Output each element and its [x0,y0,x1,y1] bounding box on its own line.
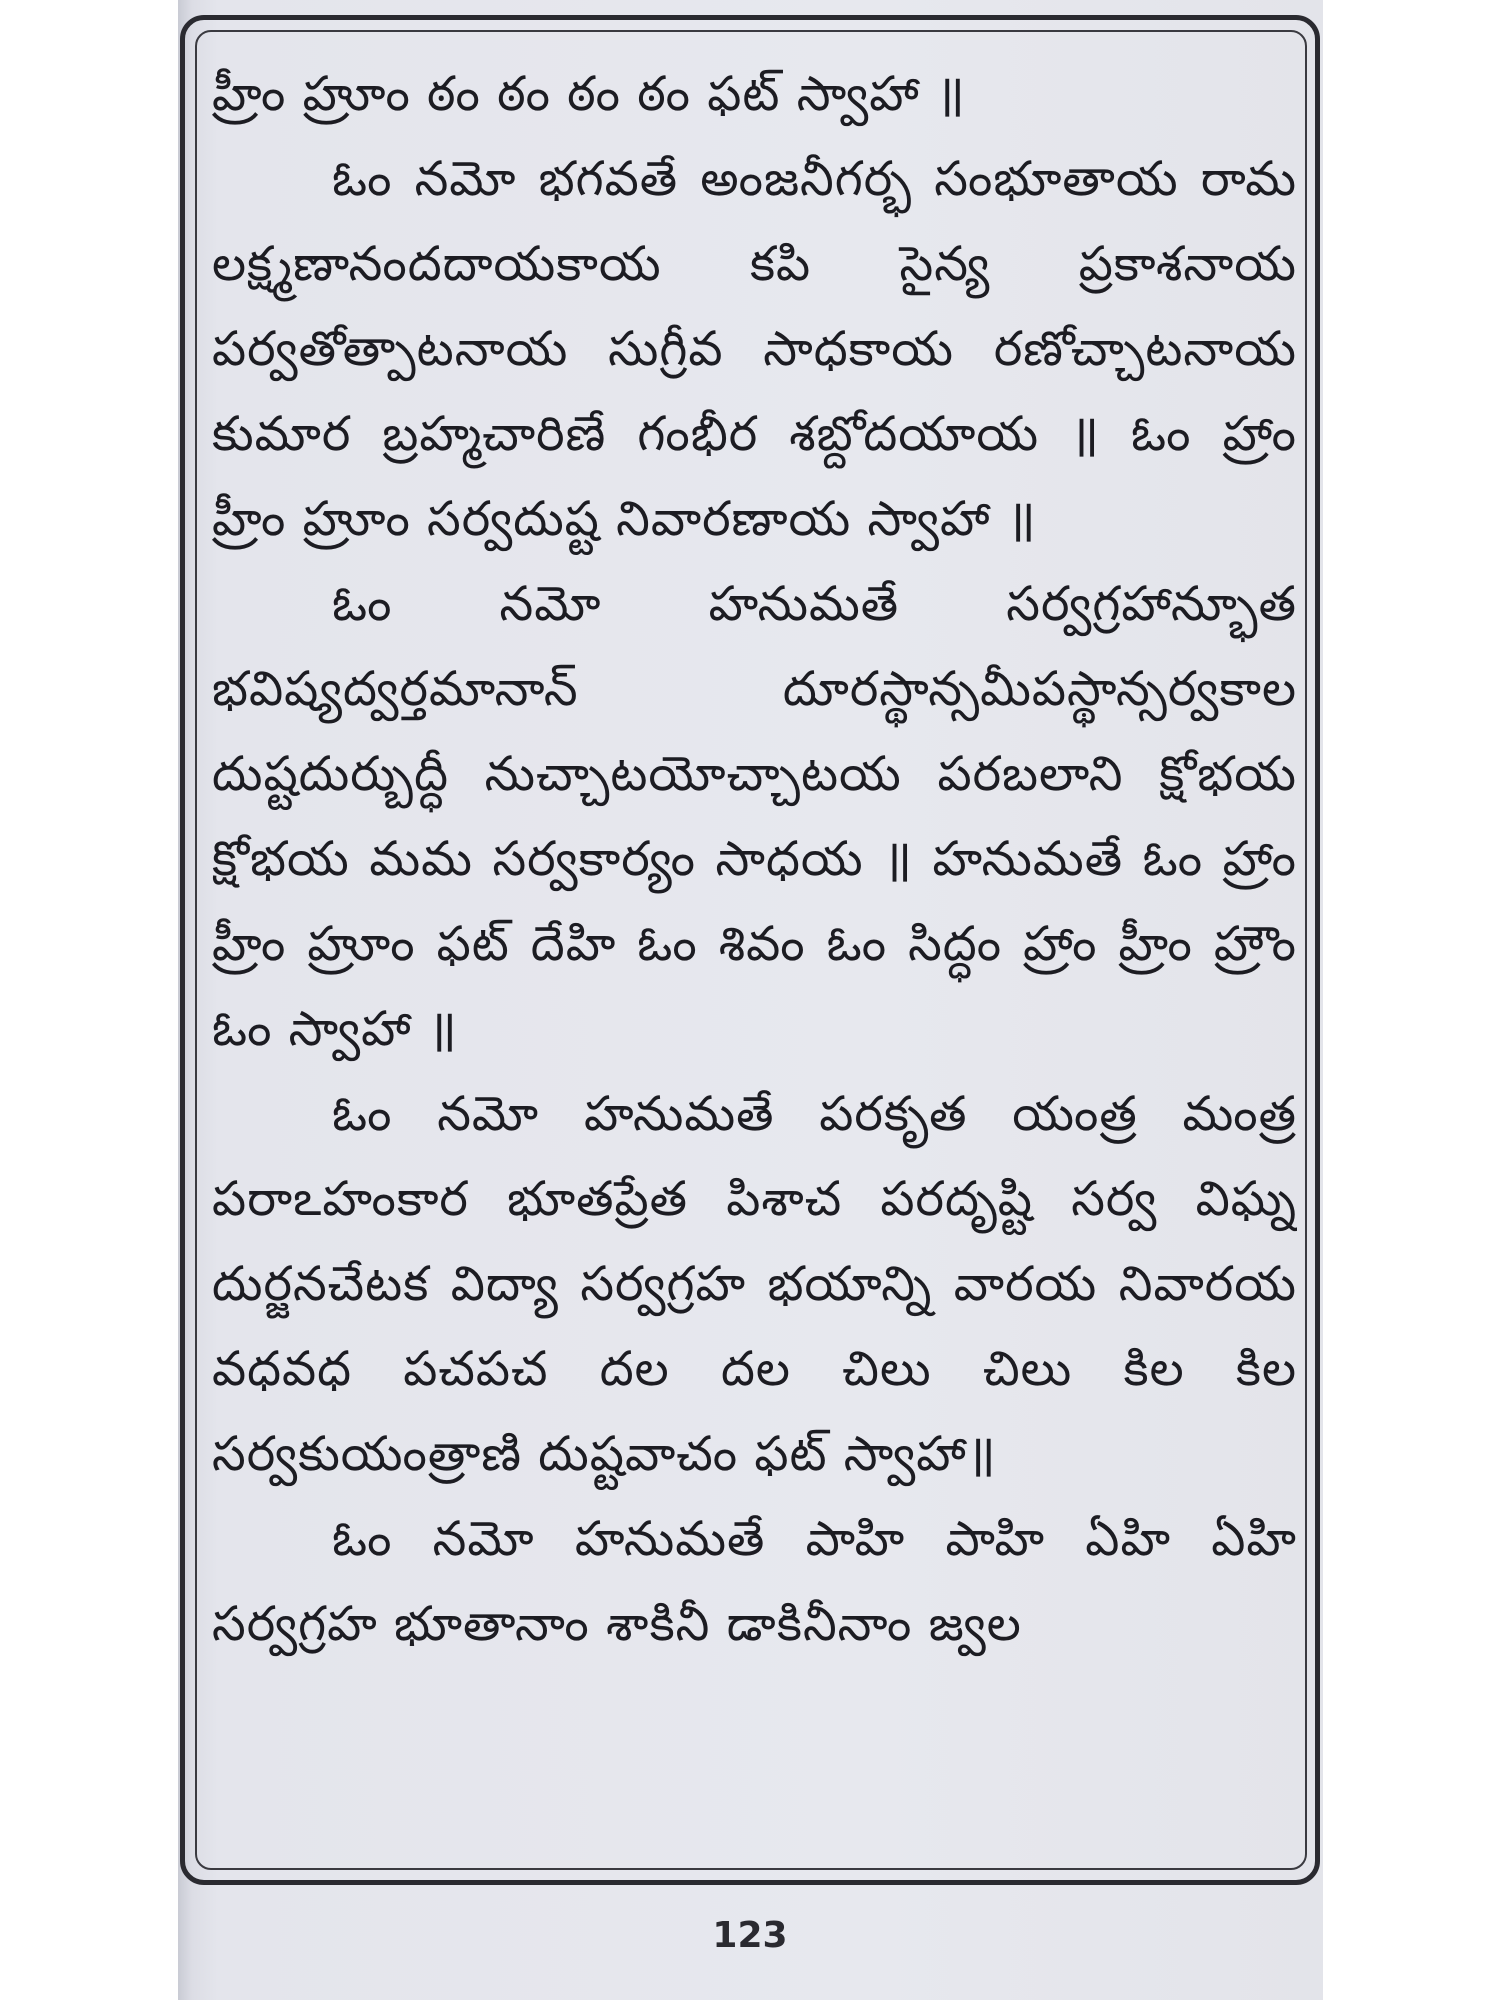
paragraph-2: ఓం నమో భగవతే అంజనీగర్భ సంభూతాయ రామ లక్ష్మణానందదాయకాయ కపి సైన్య ప్రకాశనాయ పర్వతోత్పాటనాయ సుగ్రీవ సాధకాయ రణోచ్చాటనాయ కుమార బ్రహ్మచారిణే గంభీర శబ్దోదయాయ ॥ ఓం హ్రాం హ్రీం హ్రూం సర్వదుష్ట నివారణాయ స్వాహా ॥ [212,151,1297,547]
paragraph-5: ఓం నమో హనుమతే పాహి పాహి ఏహి ఏహి సర్వగ్రహ భూతానాం శాకినీ డాకినీనాం జ్వల [212,1511,1297,1652]
paragraph-3: ఓం నమో హనుమతే సర్వగ్రహాన్భూత భవిష్యద్వర్తమానాన్ దూరస్థాన్సమీపస్థాన్సర్వకాల దుష్టదుర్బుద్ధీ నుచ్చాటయోచ్చాటయ పరబలాని క్షోభయ క్షోభయ మమ సర్వకార్యం సాధయ ॥ హనుమతే ఓం హ్రాం హ్రీం హ్రూం ఫట్ దేహి ఓం శివం ఓం సిద్ధం హ్రాం హ్రీం హ్రౌం ఓం స్వాహా ॥ [212,576,1297,1057]
page-body-text [212,52,1297,1872]
paragraph-4: ఓం నమో హనుమతే పరకృత యంత్ర మంత్ర పరాఽహంకార భూతప్రేత పిశాచ పరదృష్టి సర్వ విఘ్న దుర్జనచేటక విద్యా సర్వగ్రహ భయాన్ని వారయ నివారయ వధవధ పచపచ దల దల చిలు చిలు కిల కిల సర్వకుయంత్రాణి దుష్టవాచం ఫట్ స్వాహా॥ [212,1086,1297,1482]
paragraph-1: హ్రీం హ్రూం ఠం ఠం ఠం ఠం ఫట్ స్వాహా ॥ [212,66,966,122]
page-number: 123 [712,1915,788,1956]
